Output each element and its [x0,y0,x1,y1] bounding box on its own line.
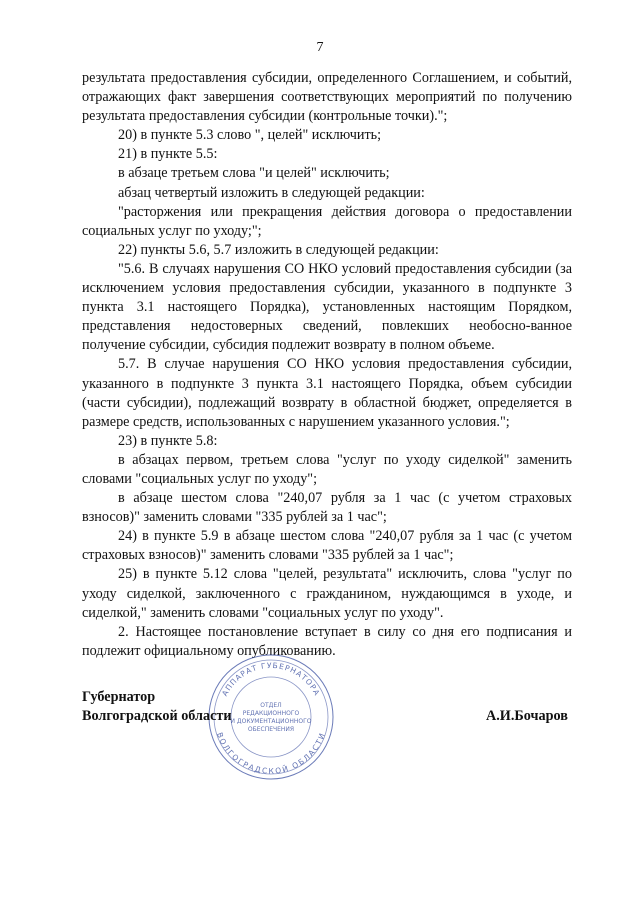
document-body [82,69,572,661]
paragraph: 22) пункты 5.6, 5.7 изложить в следующей редакции: [118,241,439,258]
stamp-center-line: РЕДАКЦИОННОГО [242,710,300,717]
stamp-inner-ring [231,677,311,757]
paragraph: 2. Настоящее постановление вступает в силу со дня его подписания и подлежит официальному опубликованию. [82,623,572,659]
paragraph: 20) в пункте 5.3 слово ", целей" исключить; [118,127,382,144]
stamp-center-line: ОБЕСПЕЧЕНИЯ [247,726,295,733]
paragraph: в абзаце шестом слова "240,07 рубля за 1 час (с учетом страховых взносов)" заменить словами "335 рублей за 1 час"; [82,490,572,526]
paragraph: 21) в пункте 5.5: [118,146,218,163]
paragraph: 5.7. В случае нарушения СО НКО условия предоставления субсидии, указанного в подпункте 3 пункта 3.1 настоящего Порядка, объем субсидии (части субсидии), подлежащий возврату в областной бюджет, определяется в размере средств, использованных с нарушением указанного условия."; [82,356,572,430]
signatory-name: А.И.Бочаров [486,708,568,724]
stamp-ring-top-text: АППАРАТ ГУБЕРНАТОРА [220,660,322,698]
signatory-title: Губернатор [82,689,156,705]
page-number: 7 [316,40,324,55]
stamp-center-text [231,702,312,733]
paragraph: результата предоставления субсидии, определенного Соглашением, и событий, отражающих факт завершения соответствующих мероприятий по получению результата предоставления субсидии (контрольные точки)."; [82,70,572,125]
paragraph: в абзацах первом, третьем слова "услуг по уходу сиделкой" заменить словами "социальных услуг по уходу"; [82,451,572,487]
paragraph: 24) в пункте 5.9 в абзаце шестом слова "240,07 рубля за 1 час (с учетом страховых взносов)" заменить словами "335 рублей за 1 час"; [82,528,572,564]
signatory-region: Волгоградской области [82,708,232,724]
paragraph: "5.6. В случаях нарушения СО НКО условий предоставления субсидии (за исключением условия предоставления субсидии, указанного в подпункте 3 пункта 3.1 настоящего Порядка), установленных настоящим Порядком, представления недостоверных сведений, повлекших необосно-ванное получение субсидии, субсидия подлежит возврату в полном объеме. [82,260,572,354]
paragraph: в абзаце третьем слова "и целей" исключить; [118,165,390,182]
stamp-ring-bottom-text: ВОЛГОГРАДСКОЙ ОБЛАСТИ [214,731,328,776]
paragraph: 23) в пункте 5.8: [118,432,218,449]
stamp-center-line: ОТДЕЛ [260,702,282,709]
paragraph: "расторжения или прекращения действия договора о предоставлении социальных услуг по уходу;"; [82,203,572,239]
stamp-center-line: И ДОКУМЕНТАЦИОННОГО [230,718,312,725]
paragraph: абзац четвертый изложить в следующей редакции: [118,184,425,201]
paragraph: 25) в пункте 5.12 слова "целей, результата" исключить, слова "услуг по уходу сиделкой, заключенного с гражданином, нуждающимся в уходе, и сиделкой," заменить словами "социальных услуг по уходу". [82,566,572,621]
